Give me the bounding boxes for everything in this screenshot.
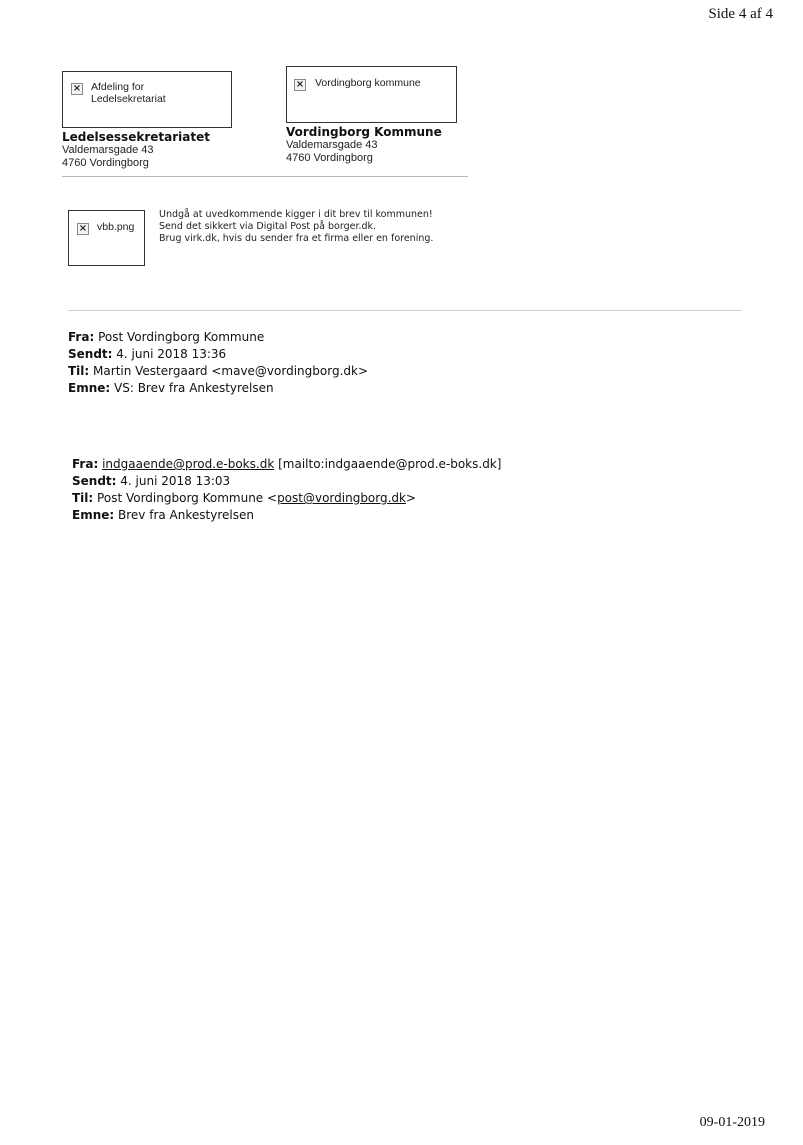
municipality-name: Vordingborg Kommune [286, 125, 442, 139]
municipality-logo-alt: Vordingborg kommune [315, 77, 421, 89]
subject-row: Emne: Brev fra Ankestyrelsen [72, 508, 254, 522]
department-name: Ledelsessekretariatet [62, 130, 210, 144]
from-row: Fra: Post Vordingborg Kommune [68, 330, 265, 344]
right-signature [286, 125, 442, 164]
municipality-street: Valdemarsgade 43 [286, 139, 378, 151]
sent-row: Sendt: 4. juni 2018 13:36 [68, 347, 227, 361]
sender-mailto[interactable]: [mailto:indgaaende@prod.e-boks.dk] [278, 457, 502, 471]
department-logo-placeholder [62, 71, 232, 128]
recipient-email-link[interactable]: post@vordingborg.dk [277, 491, 406, 505]
notice-image-placeholder [68, 210, 145, 266]
municipality-logo-placeholder [286, 66, 457, 123]
department-city: 4760 Vordingborg [62, 156, 149, 169]
broken-image-icon: × [295, 79, 305, 90]
left-signature [62, 130, 210, 169]
department-logo-alt: Afdeling for Ledelsekretariat [91, 81, 166, 105]
to-row: Til: Post Vordingborg Kommune <post@vordingborg.dk> [72, 491, 417, 505]
broken-image-icon: × [78, 223, 88, 234]
original-email-header [72, 456, 501, 524]
municipality-city: 4760 Vordingborg [286, 151, 373, 164]
page-number: Side 4 af 4 [708, 6, 773, 22]
subject-row: Emne: VS: Brev fra Ankestyrelsen [68, 381, 274, 395]
signature-divider [62, 176, 468, 177]
broken-image-icon: × [72, 83, 82, 94]
department-street: Valdemarsgade 43 [62, 144, 154, 156]
digital-post-notice: Undgå at uvedkommende kigger i dit brev til kommunen! Send det sikkert via Digital Post på borger.dk. Brug virk.dk, hvis du sender fra et firma eller en forening. [159, 209, 434, 244]
forwarded-email-header [68, 329, 368, 397]
notice-image-alt: vbb.png [97, 221, 135, 233]
sender-email-link[interactable]: indgaaende@prod.e-boks.dk [102, 457, 275, 471]
from-row: Fra: indgaaende@prod.e-boks.dk [mailto:indgaaende@prod.e-boks.dk] [72, 457, 502, 471]
notice-divider [68, 310, 742, 311]
print-date: 09-01-2019 [699, 1115, 765, 1130]
to-row: Til: Martin Vestergaard <mave@vordingborg.dk> [68, 364, 369, 378]
sent-row: Sendt: 4. juni 2018 13:03 [72, 474, 231, 488]
